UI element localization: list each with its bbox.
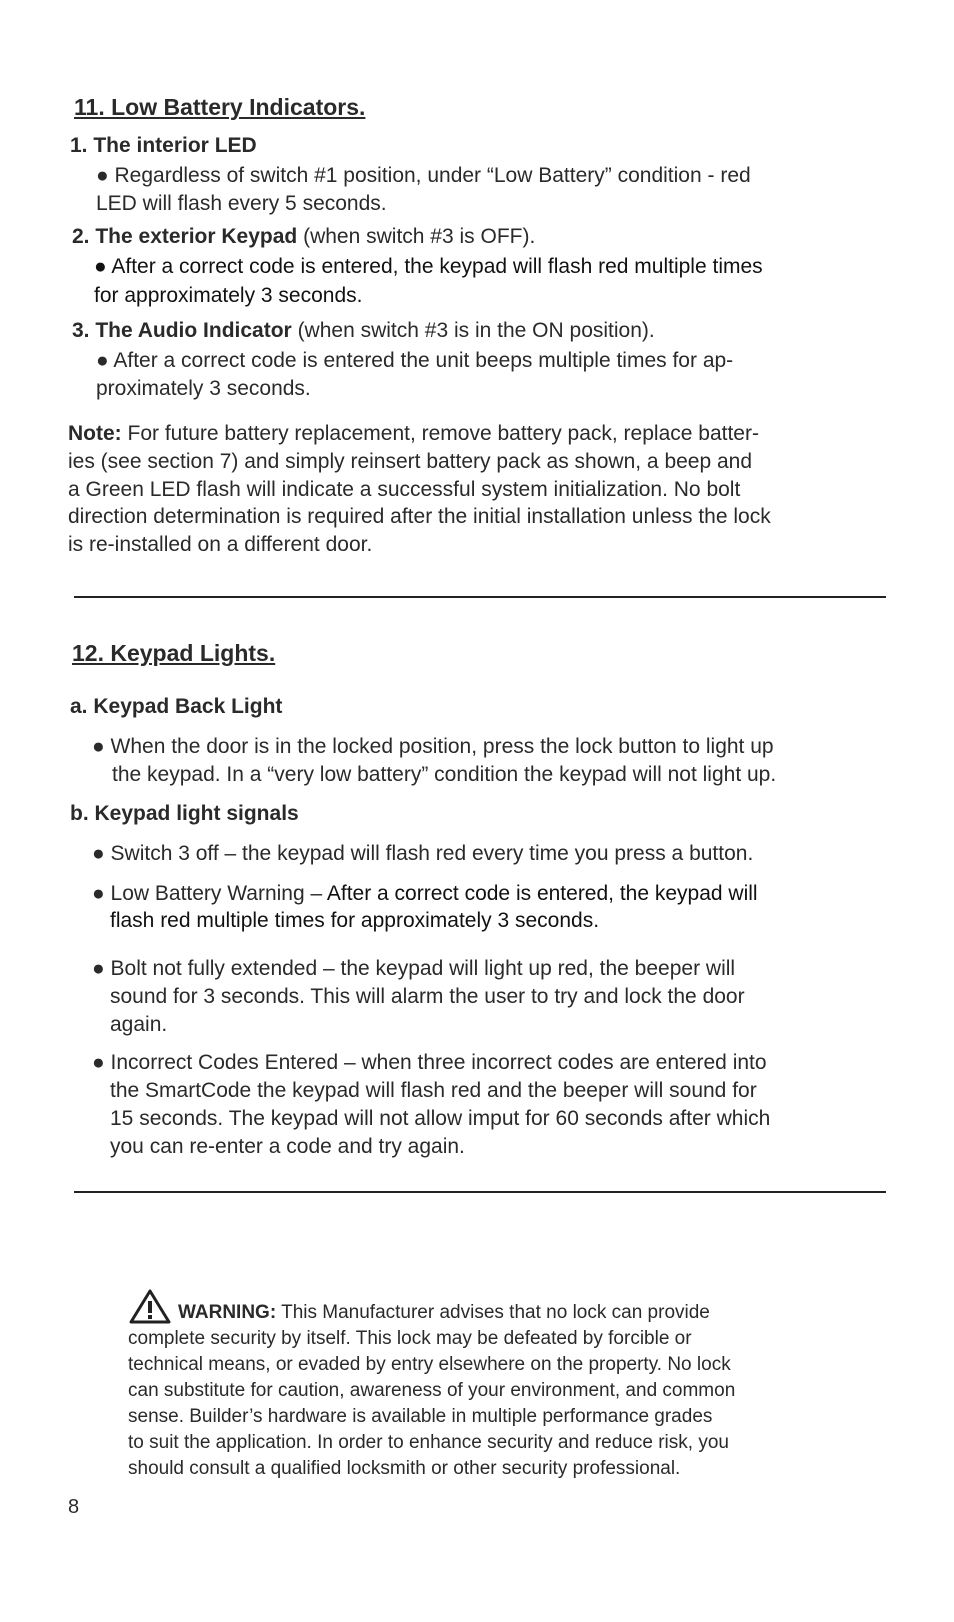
item-2-heading xyxy=(72,222,535,251)
a-line-1: ● When the door is in the locked position, press the lock button to light up xyxy=(92,735,774,758)
b4-line-2: the SmartCode the keypad will flash red and the beeper will sound for xyxy=(110,1079,757,1102)
b4-line-1: ● Incorrect Codes Entered – when three incorrect codes are entered into xyxy=(92,1051,767,1074)
section-divider xyxy=(74,1191,886,1193)
item-2-heading-rest: (when switch #3 is OFF). xyxy=(297,225,536,248)
warning-text-1: This Manufacturer advises that no lock can provide xyxy=(276,1302,710,1323)
warning-line-6: to suit the application. In order to enhance security and reduce risk, you xyxy=(128,1432,729,1453)
note-line-4: direction determination is required after the initial installation unless the lock xyxy=(68,505,771,528)
section-divider xyxy=(74,596,886,598)
section-12-title: 12. Keypad Lights. xyxy=(72,640,276,666)
b4-line-3: 15 seconds. The keypad will not allow imput for 60 seconds after which xyxy=(110,1107,771,1130)
item-1-line-1: ● Regardless of switch #1 position, under “Low Battery” condition - red xyxy=(96,164,751,187)
warning-line-2: complete security by itself. This lock may be defeated by forcible or xyxy=(128,1328,692,1349)
b3-line-1: ● Bolt not fully extended – the keypad will light up red, the beeper will xyxy=(92,957,736,980)
b2-line-1-b: After a correct code is entered, the keypad will xyxy=(326,882,758,905)
note-label: Note: xyxy=(68,422,122,445)
item-3-heading xyxy=(72,316,655,345)
b3-line-3: again. xyxy=(110,1013,168,1036)
b4-line-4: you can re-enter a code and try again. xyxy=(110,1135,465,1158)
item-3-heading-bold: 3. The Audio Indicator xyxy=(72,319,292,342)
subsection-b-heading: b. Keypad light signals xyxy=(70,802,299,825)
note-line-2: ies (see section 7) and simply reinsert battery pack as shown, a beep and xyxy=(68,450,753,473)
item-2-line-2: for approximately 3 seconds. xyxy=(94,284,363,307)
warning-line-3: technical means, or evaded by entry elsewhere on the property. No lock xyxy=(128,1354,731,1375)
item-1-heading: 1. The interior LED xyxy=(70,134,257,157)
item-3-line-1: ● After a correct code is entered the unit beeps multiple times for ap- xyxy=(96,349,734,372)
warning-line-7: should consult a qualified locksmith or other security professional. xyxy=(128,1458,681,1479)
subsection-a-heading: a. Keypad Back Light xyxy=(70,695,283,718)
b2-line-1-a: ● Low Battery Warning – xyxy=(92,882,327,905)
b2-line-2: flash red multiple times for approximately 3 seconds. xyxy=(110,909,600,932)
warning-block xyxy=(128,1288,828,1482)
item-2-heading-bold: 2. The exterior Keypad xyxy=(72,225,298,248)
note-line-3: a Green LED flash will indicate a successful system initialization. No bolt xyxy=(68,478,741,501)
item-3-line-2: proximately 3 seconds. xyxy=(96,377,311,400)
warning-line-5: sense. Builder’s hardware is available in multiple performance grades xyxy=(128,1406,713,1427)
item-1-line-2: LED will flash every 5 seconds. xyxy=(96,192,387,215)
b3-line-2: sound for 3 seconds. This will alarm the user to try and lock the door xyxy=(110,985,745,1008)
item-2-line-1: ● After a correct code is entered, the keypad will flash red multiple times xyxy=(94,255,763,278)
note-text-1: For future battery replacement, remove battery pack, replace batter- xyxy=(121,422,759,445)
warning-line-1 xyxy=(128,1288,828,1326)
section-11-title: 11. Low Battery Indicators. xyxy=(74,94,366,120)
b1-line-1: ● Switch 3 off – the keypad will flash red every time you press a button. xyxy=(92,842,754,865)
b2-line-1 xyxy=(92,879,758,908)
item-3-heading-rest: (when switch #3 is in the ON position). xyxy=(291,319,655,342)
warning-label: WARNING: xyxy=(178,1302,277,1323)
a-line-2: the keypad. In a “very low battery” condition the keypad will not light up. xyxy=(112,763,777,786)
note-line-5: is re-installed on a different door. xyxy=(68,533,373,556)
page-number: 8 xyxy=(68,1496,80,1518)
warning-line-4: can substitute for caution, awareness of your environment, and common xyxy=(128,1380,736,1401)
note-line-1 xyxy=(68,419,759,448)
warning-triangle-icon xyxy=(128,1288,172,1324)
